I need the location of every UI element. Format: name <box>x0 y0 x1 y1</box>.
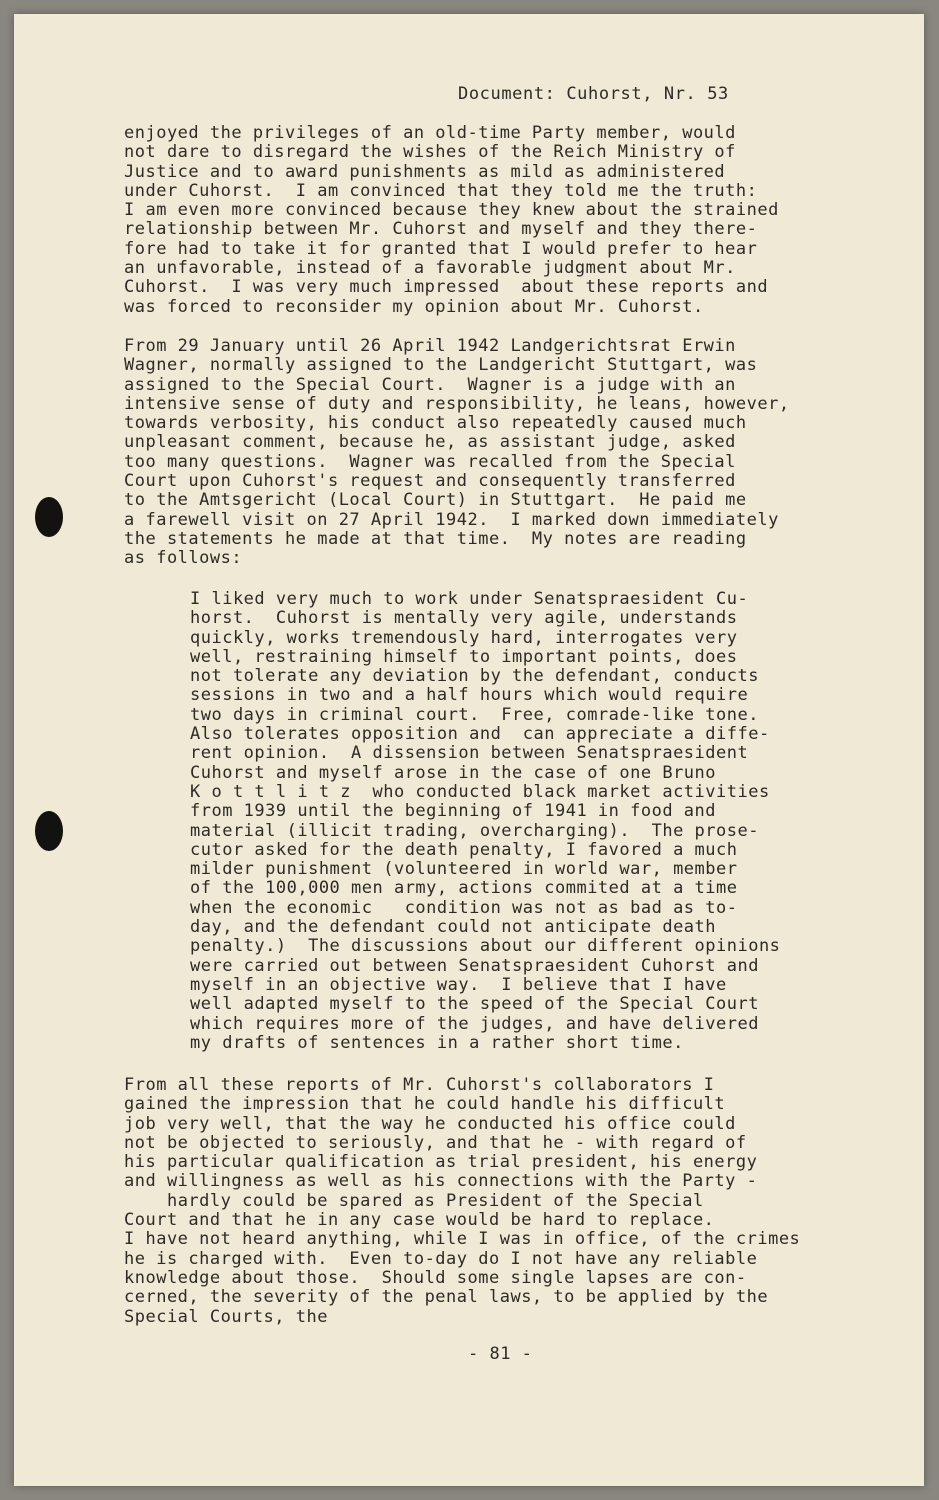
quoted-notes: I liked very much to work under Senatspraesident Cu- horst. Cuhorst is mentally very agile, understands quickly, works tremendously hard, interrogates very well, restraining himself to important points, does not tolerate any deviation by the defendant, conducts sessions in two and a half hours which would require two days in criminal court. Free, comrade-like tone. Also tolerates opposition and can appreciate a diffe- rent opinion. A dissension between Senatspraesident Cuhorst and myself arose in the case of one Bruno K o t t l i t z who conducted black market activities from 1939 until the beginning of 1941 in food and material (illicit trading, overcharging). The prose- cutor asked for the death penalty, I favored a much milder punishment (volunteered in world war, member of the 100,000 men army, actions commited at a time when the economic condition was not as bad as to- day, and the defendant could not anticipate death penalty.) The discussions about our different opinions were carried out between Senatspraesident Cuhorst and myself in an objective way. I believe that I have well adapted myself to the speed of the Special Court which requires more of the judges, and have delivered my drafts of sentences in a rather short time. <box>190 589 781 1053</box>
paragraph-conclusion: From all these reports of Mr. Cuhorst's collaborators I gained the impression that he could handle his difficult job very well, that the way he conducted his office could not be objected to seriously, and that he - with regard of his particular qualification as trial president, his energy and willingness as well as his connections with the Party - hardly could be spared as President of the Special Court and that he in any case would be hard to replace. I have not heard anything, while I was in office, of the crimes he is charged with. Even to-day do I not have any reliable knowledge about those. Should some single lapses are con- cerned, the severity of the penal laws, to be applied by the Special Courts, the <box>124 1075 801 1327</box>
page-number: - 81 - <box>468 1344 533 1364</box>
paragraph-intro: enjoyed the privileges of an old-time Party member, would not dare to disregard the wishes of the Reich Ministry of Justice and to award punishments as mild as administered under Cuhorst. I am convinced that they told me the truth: I am even more convinced because they knew about the strained relationship between Mr. Cuhorst and myself and they there- fore had to take it for granted that I would prefer to hear an unfavorable, instead of a favorable judgment about Mr. Cuhorst. I was very much impressed about these reports and was forced to reconsider my opinion about Mr. Cuhorst. <box>124 123 779 317</box>
punch-hole <box>35 497 63 537</box>
document-reference: Document: Cuhorst, Nr. 53 <box>458 84 729 104</box>
document-page <box>14 14 924 1486</box>
paragraph-wagner: From 29 January until 26 April 1942 Landgerichtsrat Erwin Wagner, normally assigned to the Landgericht Stuttgart, was assigned to the Special Court. Wagner is a judge with an intensive sense of duty and responsibility, he leans, however, towards verbosity, his conduct also repeatedly caused much unpleasant comment, because he, as assistant judge, asked too many questions. Wagner was recalled from the Special Court upon Cuhorst's request and consequently transferred to the Amtsgericht (Local Court) in Stuttgart. He paid me a farewell visit on 27 April 1942. I marked down immediately the statements he made at that time. My notes are reading as follows: <box>124 336 790 569</box>
punch-hole <box>35 811 63 851</box>
